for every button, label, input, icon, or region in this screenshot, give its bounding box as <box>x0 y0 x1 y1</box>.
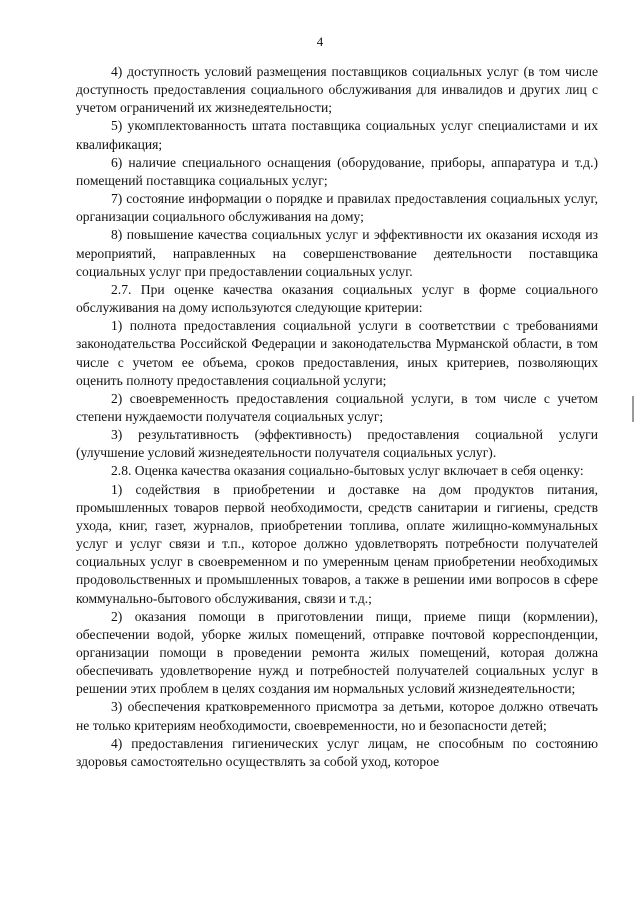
paragraph-service-3-childcare: 3) обеспечения кратковременного присмотра за детьми, которое должно отвечать не только критериям необходимости, своевременности, но и безопасности детей; <box>76 699 598 733</box>
paragraph-item-7-information: 7) состояние информации о порядке и правилах предоставления социальных услуг, организации социального обслуживания на дому; <box>76 191 598 225</box>
paragraph-item-8-quality-improvement: 8) повышение качества социальных услуг и эффективности их оказания исходя из мероприятий, направленных на совершенствование деятельности поставщика социальных услуг при предоставлении социальных услуг. <box>76 227 598 279</box>
scan-edge-mark <box>632 396 634 422</box>
paragraph-criterion-1-completeness: 1) полнота предоставления социальной услуги в соответствии с требованиями законодательства Российской Федерации и законодательства Мурманской области, в том числе с учетом ее объема, сроков предоставления, иных критериев, позволяющих оценить полноту предоставления социальной услуги; <box>76 318 598 388</box>
paragraph-item-5-staffing: 5) укомплектованность штата поставщика социальных услуг специалистами и их квалификация; <box>76 118 598 152</box>
page-number: 4 <box>316 34 324 49</box>
paragraph-criterion-2-timeliness: 2) своевременность предоставления социальной услуги, в том числе с учетом степени нуждаемости получателя социальных услуг; <box>76 390 598 424</box>
paragraph-section-2-7: 2.7. При оценке качества оказания социальных услуг в форме социального обслуживания на дому используются следующие критерии: <box>76 281 598 316</box>
paragraph-section-2-8: 2.8. Оценка качества оказания социально-бытовых услуг включает в себя оценку: <box>111 463 584 479</box>
paragraph-criterion-3-effectiveness: 3) результативность (эффективность) предоставления социальной услуги (улучшение условий жизнедеятельности получателя социальных услуг). <box>76 427 598 461</box>
paragraph-item-4-accessibility: 4) доступность условий размещения поставщиков социальных услуг (в том числе доступность предоставления социального обслуживания для инвалидов и других лиц с учетом ограничений их жизнедеятельности; <box>76 64 598 116</box>
paragraph-service-1-purchasing: 1) содействия в приобретении и доставке на дом продуктов питания, промышленных товаров первой необходимости, средств санитарии и гигиены, средств ухода, книг, газет, журналов, приобретении топлива, оплате жилищно-коммунальных услуг и услуг связи и т.п., которое должно удовлетворять потребности получателей социальных услуг в своевременном и по умеренным ценам приобретении необходимых продовольственных и промышленных товаров, а также в решении ими вопросов в сфере коммунально-бытового обслуживания, связи и т.д.; <box>76 481 598 606</box>
paragraph-service-4-hygiene: 4) предоставления гигиенических услуг лицам, не способным по состоянию здоровья самостоятельно осуществлять за собой уход, которое <box>76 735 598 769</box>
document-body <box>76 63 598 771</box>
paragraph-service-2-household-help: 2) оказания помощи в приготовлении пищи, приеме пищи (кормлении), обеспечении водой, уборке жилых помещений, отправке почтовой корреспонденции, организации помощи в проведении ремонта жилых помещений, которая должна обеспечивать удовлетворение нужд и потребностей получателей социальных услуг в решении этих проблем в целях создания им нормальных условий жизнедеятельности; <box>76 608 598 697</box>
paragraph-item-6-equipment: 6) наличие специального оснащения (оборудование, приборы, аппаратура и т.д.) помещений поставщика социальных услуг; <box>76 154 598 188</box>
